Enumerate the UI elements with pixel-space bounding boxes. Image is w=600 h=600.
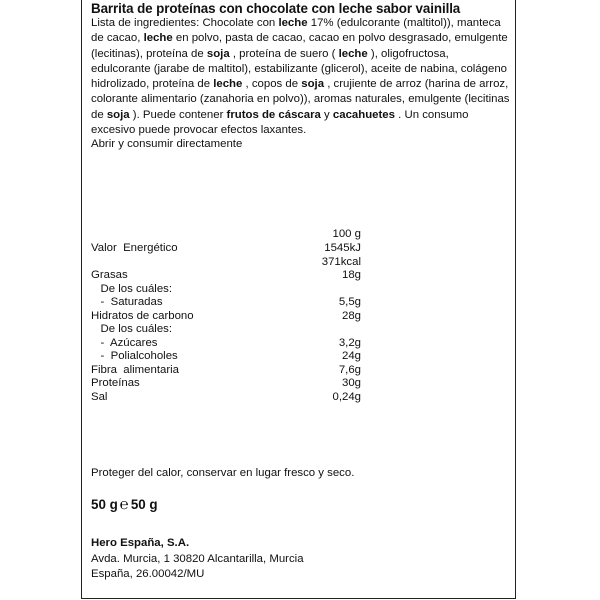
estimated-sign-icon: ℮: [119, 496, 129, 513]
nutrient-label: Valor Energético: [91, 242, 178, 254]
nutrition-row: [91, 323, 361, 337]
company-name: Hero España, S.A.: [91, 537, 190, 549]
per-100g-label: 100 g: [332, 228, 361, 240]
net-weight: [91, 496, 158, 513]
nutrition-row: [91, 337, 361, 351]
allergen-text: soja: [106, 108, 130, 121]
nutrient-label: - Azúcares: [91, 336, 158, 349]
allergen-text: cacahuetes: [332, 108, 395, 121]
nutrition-row: [91, 242, 361, 256]
allergen-text: leche: [278, 17, 308, 29]
net-weight-value: 50 g: [91, 497, 118, 512]
nutrient-value: 7,6g: [338, 363, 361, 376]
allergen-text: leche: [213, 78, 243, 91]
nutrition-row: [91, 391, 361, 405]
nutrient-value: 18g: [341, 269, 361, 281]
nutrition-header-row: [91, 228, 361, 242]
nutrient-value: 24g: [341, 350, 361, 362]
preparation-instructions: Abrir y consumir directamente: [91, 138, 243, 150]
ingredient-text: . Un consumo excesivo puede provocar efectos laxantes.: [91, 108, 469, 137]
ingredients-list: [91, 16, 511, 138]
nutrient-value: 1545kJ: [324, 242, 361, 254]
nutrition-row: [91, 283, 361, 297]
allergen-text: frutos de cáscara: [226, 108, 321, 121]
allergen-text: soja: [206, 47, 230, 60]
nutrition-row: [91, 350, 361, 364]
nutrient-label: Fibra alimentaria: [91, 363, 179, 376]
nutrition-row: [91, 269, 361, 283]
ingredient-text: , crujiente de arroz (harina de arroz, colorante alimentario (zanahoria en polvo)), aromas naturales, emulgente (lecitinas de: [91, 78, 510, 121]
nutrition-row: [91, 377, 361, 391]
nutrient-value: 0,24g: [332, 390, 361, 403]
ingredient-text: en polvo, pasta de cacao, cacao en polvo desgrasado, emulgente (lecitinas), proteína de: [91, 32, 508, 60]
ingredient-text: , copos de: [242, 78, 302, 91]
nutrition-row: [91, 296, 361, 310]
nutrient-label: - Polialcoholes: [91, 350, 178, 362]
nutrition-row: [91, 310, 361, 324]
nutrient-label: Sal: [91, 390, 108, 403]
ingredient-text: Lista de ingredientes: Chocolate con: [91, 17, 279, 29]
nutrient-value: 30g: [341, 377, 361, 389]
allergen-text: soja: [301, 78, 325, 91]
allergen-text: leche: [143, 32, 173, 45]
drained-weight-value: 50 g: [130, 497, 158, 512]
company-address-line1: Avda. Murcia, 1 30820 Alcantarilla, Murcia: [91, 553, 304, 565]
ingredient-text: y: [320, 108, 333, 121]
nutrient-label: - Saturadas: [91, 296, 163, 308]
ingredient-text: 17% (edulcorante (maltitol)), manteca de cacao,: [91, 17, 501, 45]
company-address-line2: España, 26.00042/MU: [91, 568, 205, 580]
ingredient-text: , proteína de suero (: [229, 47, 339, 60]
ingredient-text: ). Puede contener: [129, 108, 227, 121]
nutrient-label: De los cuáles:: [91, 282, 173, 295]
nutrition-row: [91, 364, 361, 378]
nutrient-label: Hidratos de carbono: [91, 309, 194, 322]
nutrient-value: 5,5g: [338, 296, 361, 308]
nutrient-value: 3,2g: [338, 336, 361, 349]
nutrient-label: Proteínas: [91, 377, 140, 389]
nutrient-value: 28g: [341, 309, 361, 322]
ingredient-text: ), oligofructosa, edulcorante (jarabe de maltitol), estabilizante (glicerol), aceite de nabina, colágeno hidrolizado, proteína de: [91, 47, 508, 91]
nutrient-label: De los cuáles:: [91, 323, 173, 335]
storage-instructions: Proteger del calor, conservar en lugar fresco y seco.: [91, 467, 355, 479]
product-title: Barrita de proteínas con chocolate con leche sabor vainilla: [91, 1, 461, 16]
nutrient-label: Grasas: [91, 269, 128, 281]
nutrition-row: [91, 256, 361, 270]
nutrient-value: 371kcal: [321, 255, 361, 268]
allergen-text: leche: [338, 47, 368, 60]
